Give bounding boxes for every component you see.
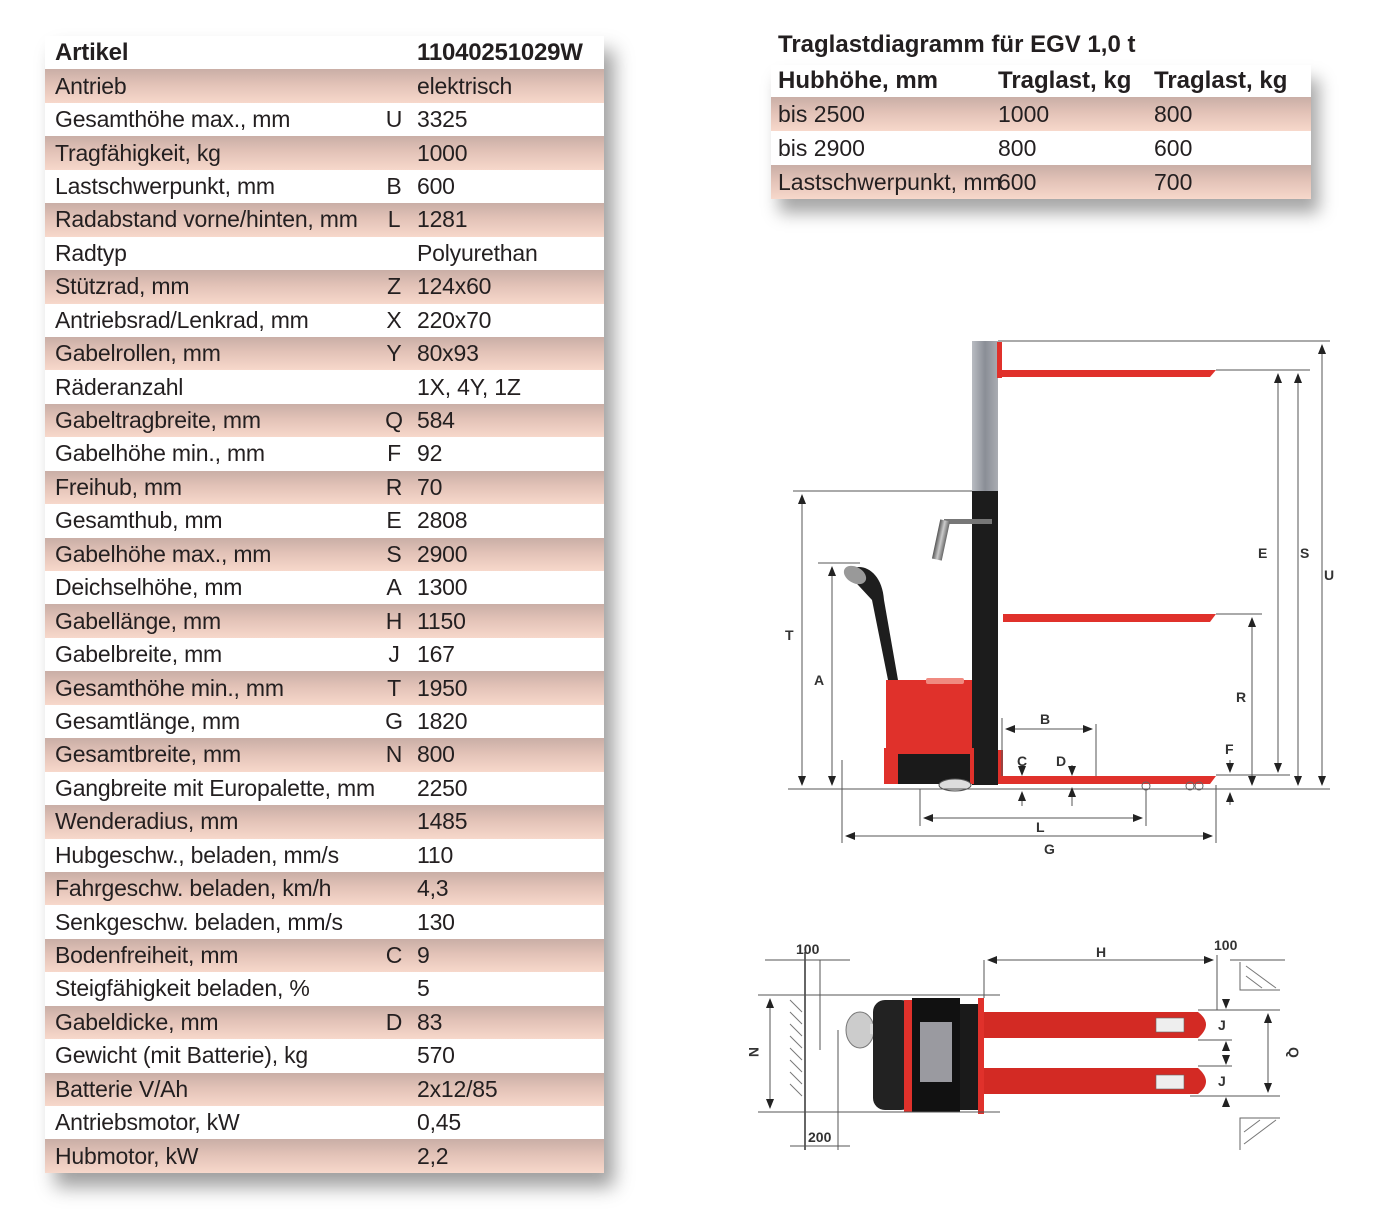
- top-dimension-lines: [758, 955, 1285, 1150]
- spec-label: Gesamthub, mm: [55, 507, 223, 534]
- spec-code: R: [385, 473, 403, 500]
- spec-value: elektrisch: [417, 72, 513, 99]
- spec-label: Gesamtlänge, mm: [55, 707, 240, 734]
- fork-lowered: [1003, 776, 1216, 784]
- spec-label: Radtyp: [55, 239, 127, 266]
- spec-value: 130: [417, 908, 455, 935]
- load-header-lift-height: Hubhöhe, mm: [778, 67, 938, 94]
- spec-value: 1X, 4Y, 1Z: [417, 373, 521, 400]
- spec-code: C: [385, 942, 403, 969]
- load-chart-title: Traglastdiagramm für EGV 1,0 t: [778, 31, 1136, 58]
- load-cell: Lastschwerpunkt, mm: [778, 168, 1002, 195]
- spec-code: A: [386, 574, 402, 601]
- spec-code: E: [386, 507, 402, 534]
- spec-label: Hubgeschw., beladen, mm/s: [55, 841, 339, 868]
- spec-value: 2,2: [417, 1142, 449, 1169]
- spec-code: S: [386, 540, 402, 567]
- spec-value: 2808: [417, 507, 468, 534]
- dim-label-j-1: J: [1218, 1017, 1226, 1033]
- spec-label: Gangbreite mit Europalette, mm: [55, 774, 375, 801]
- spec-value: 1950: [417, 674, 468, 701]
- dim-label-g: G: [1044, 841, 1055, 857]
- truck-body: [886, 680, 972, 750]
- dim-label-j-2: J: [1218, 1073, 1226, 1089]
- spec-value: 570: [417, 1042, 455, 1069]
- spec-value: 167: [417, 641, 455, 668]
- spec-code: Q: [385, 407, 403, 434]
- spec-code: Z: [387, 273, 401, 300]
- spec-code: J: [388, 641, 400, 668]
- dim-label-h: H: [1096, 944, 1107, 960]
- dim-label-r: R: [1236, 689, 1247, 705]
- spec-value: 92: [417, 440, 443, 467]
- mast-handle-grip: [932, 519, 950, 560]
- tiller-arm: [846, 567, 898, 680]
- spec-value: Polyurethan: [417, 239, 538, 266]
- dim-label-b: B: [1040, 711, 1051, 727]
- load-header-capacity-2: Traglast, kg: [1154, 67, 1288, 94]
- spec-value: 600: [417, 172, 455, 199]
- spec-label: Radabstand vorne/hinten, mm: [55, 206, 358, 233]
- spec-label: Antriebsmotor, kW: [55, 1109, 240, 1136]
- fork-raised-mid: [1003, 614, 1216, 622]
- dim-label-c: C: [1017, 753, 1028, 769]
- battery-window: [920, 1022, 952, 1082]
- truck-body-top: [926, 678, 964, 684]
- spec-label: Freihub, mm: [55, 473, 182, 500]
- spec-code: F: [387, 440, 401, 467]
- spec-value: 9: [417, 942, 430, 969]
- spec-value: 1000: [417, 139, 468, 166]
- spec-label: Stützrad, mm: [55, 273, 190, 300]
- dim-label-u: U: [1324, 567, 1335, 583]
- load-cell: 800: [1154, 100, 1193, 127]
- spec-value: 2250: [417, 774, 468, 801]
- spec-value: 124x60: [417, 273, 492, 300]
- spec-value: 1300: [417, 574, 468, 601]
- spec-value: 1820: [417, 707, 468, 734]
- spec-code: B: [386, 172, 402, 199]
- spec-code: T: [387, 674, 401, 701]
- dim-label-q: Q: [1286, 1047, 1302, 1058]
- dim-label-e: E: [1258, 545, 1268, 561]
- spec-label: Batterie V/Ah: [55, 1075, 188, 1102]
- dim-label-d: D: [1056, 753, 1067, 769]
- spec-label: Fahrgeschw. beladen, km/h: [55, 875, 332, 902]
- spec-label: Gabellänge, mm: [55, 607, 221, 634]
- spec-value: 1485: [417, 808, 468, 835]
- spec-label: Gesamthöhe min., mm: [55, 674, 284, 701]
- spec-label: Gesamthöhe max., mm: [55, 106, 291, 133]
- mast-handle-bar: [944, 519, 992, 524]
- spec-label: Gabeldicke, mm: [55, 1008, 219, 1035]
- dim-label-f: F: [1225, 741, 1234, 757]
- spec-value: 800: [417, 741, 455, 768]
- spec-label: Gesamtbreite, mm: [55, 741, 241, 768]
- load-cell: 600: [998, 168, 1037, 195]
- spec-value: 2900: [417, 540, 468, 567]
- carriage-top-view: [978, 998, 984, 1114]
- spec-label: Gabelhöhe min., mm: [55, 440, 265, 467]
- load-cell: 800: [998, 134, 1037, 161]
- spec-label: Tragfähigkeit, kg: [55, 139, 221, 166]
- fork-roller-left: [1156, 1018, 1184, 1032]
- spec-value: 0,45: [417, 1109, 461, 1136]
- spec-label: Hubmotor, kW: [55, 1142, 199, 1169]
- spec-label: Deichselhöhe, mm: [55, 574, 243, 601]
- load-header-capacity-1: Traglast, kg: [998, 67, 1132, 94]
- fork-raised-top: [1000, 370, 1216, 377]
- spec-code: G: [385, 707, 403, 734]
- dim-label-200: 200: [808, 1129, 832, 1145]
- spec-label: Räderanzahl: [55, 373, 184, 400]
- spec-label: Antrieb: [55, 72, 127, 99]
- spec-value: 80x93: [417, 340, 479, 367]
- dim-label-l: L: [1036, 819, 1045, 835]
- top-dimension-labels: [746, 937, 1302, 1145]
- spec-value: 584: [417, 407, 455, 434]
- spec-code: D: [385, 1008, 403, 1035]
- spec-value: 220x70: [417, 306, 492, 333]
- spec-label: Lastschwerpunkt, mm: [55, 172, 275, 199]
- dim-label-100-right: 100: [1214, 937, 1238, 953]
- mast-upper: [972, 341, 998, 491]
- mast-lower: [972, 491, 998, 785]
- spec-value: 2x12/85: [417, 1075, 498, 1102]
- spec-label: Bodenfreiheit, mm: [55, 942, 239, 969]
- spec-value: 83: [417, 1008, 443, 1035]
- spec-value: 1150: [417, 607, 466, 634]
- dim-label-100-left: 100: [796, 941, 820, 957]
- spec-code: L: [387, 206, 401, 233]
- mast-top-view: [960, 1004, 980, 1110]
- load-cell: bis 2900: [778, 134, 865, 161]
- spec-label: Gabeltragbreite, mm: [55, 407, 261, 434]
- spec-value: 3325: [417, 106, 468, 133]
- fork-roller-right: [1156, 1075, 1184, 1089]
- spec-label: Antriebsrad/Lenkrad, mm: [55, 306, 309, 333]
- spec-label: Gabelrollen, mm: [55, 340, 221, 367]
- dim-label-s: S: [1300, 545, 1310, 561]
- spec-code: U: [385, 106, 403, 133]
- spec-code: Y: [386, 340, 402, 367]
- spec-code: H: [385, 607, 403, 634]
- spec-label: Gabelhöhe max., mm: [55, 540, 272, 567]
- load-cell: 700: [1154, 168, 1193, 195]
- dim-label-t: T: [785, 627, 794, 643]
- load-cell: 600: [1154, 134, 1193, 161]
- spec-value: 110: [417, 841, 454, 868]
- spec-label: Wenderadius, mm: [55, 808, 239, 835]
- load-cell: bis 2500: [778, 100, 865, 127]
- dim-label-a: A: [814, 672, 825, 688]
- truck-top-view: [790, 952, 1280, 1150]
- spec-value: 70: [417, 473, 443, 500]
- spec-header-label: Artikel: [55, 38, 129, 66]
- spec-value: 4,3: [417, 875, 449, 902]
- spec-label: Gewicht (mit Batterie), kg: [55, 1042, 308, 1069]
- spec-code: N: [385, 741, 403, 768]
- spec-label: Senkgeschw. beladen, mm/s: [55, 908, 343, 935]
- spec-code: X: [386, 306, 402, 333]
- spec-value: 5: [417, 975, 430, 1002]
- spec-label: Steigfähigkeit beladen, %: [55, 975, 310, 1002]
- spec-value: 1281: [417, 206, 468, 233]
- spec-label: Gabelbreite, mm: [55, 641, 223, 668]
- tiller-head-top: [846, 1012, 874, 1048]
- dim-label-n: N: [746, 1047, 762, 1058]
- load-cell: 1000: [998, 100, 1050, 127]
- truck-side-view: [841, 341, 1216, 791]
- article-number: 11040251029W: [417, 38, 583, 66]
